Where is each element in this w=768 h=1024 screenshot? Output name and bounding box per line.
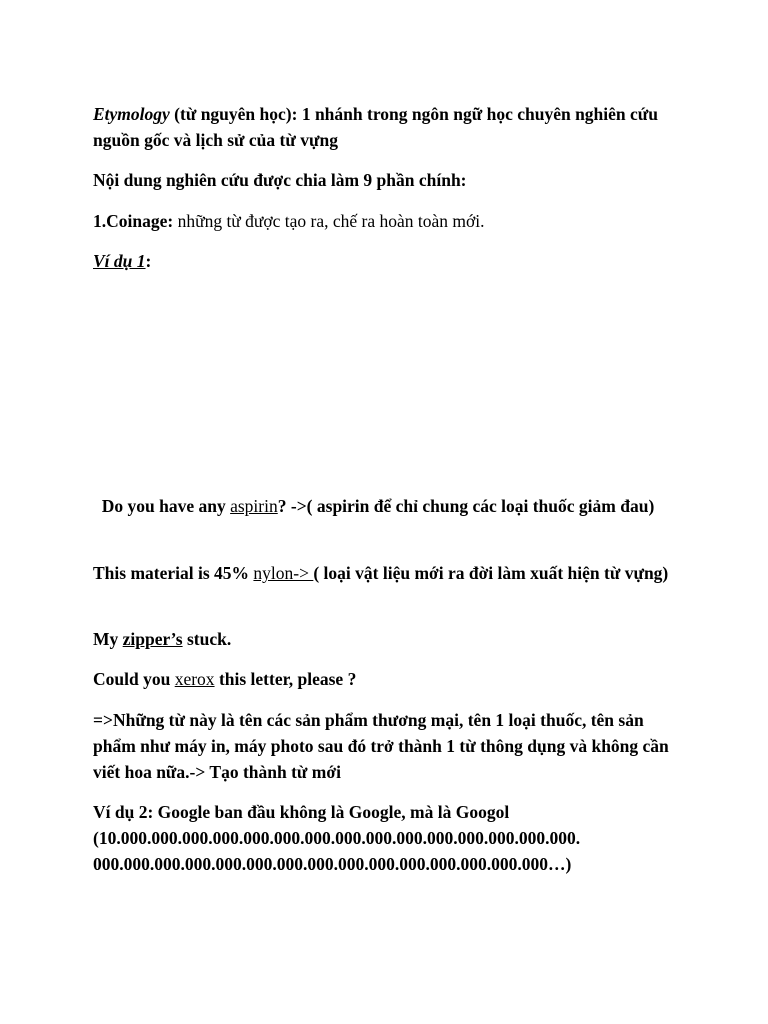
coinage-definition xyxy=(93,208,683,234)
aspirin-sentence-start: Do you have any xyxy=(93,496,231,516)
nylon-sentence xyxy=(93,560,683,586)
xerox-word: xerox xyxy=(174,669,215,689)
example-2-line-1: Ví dụ 2: Google ban đầu không là Google, mà là Googol xyxy=(93,802,510,822)
example-2-line-3: 000.000.000.000.000.000.000.000.000.000.000.000.000.000.000…) xyxy=(93,854,572,874)
etymology-term: Etymology xyxy=(93,104,170,124)
nylon-word: nylon-> xyxy=(253,563,314,583)
zipper-sentence-start: My xyxy=(93,629,123,649)
example-2-line-2: (10.000.000.000.000.000.000.000.000.000.000.000.000.000.000.000. xyxy=(93,828,581,848)
etymology-definition xyxy=(93,101,683,153)
example-1-label: Ví dụ 1 xyxy=(93,251,146,271)
xerox-sentence-end: this letter, please ? xyxy=(214,669,357,689)
xerox-sentence-start: Could you xyxy=(93,669,175,689)
coinage-description: những từ được tạo ra, chế ra hoàn toàn mới. xyxy=(173,211,485,231)
zipper-word: zipper’s xyxy=(122,629,183,649)
conclusion-paragraph: =>Những từ này là tên các sản phẩm thương mại, tên 1 loại thuốc, tên sản phẩm như máy in, máy photo sau đó trở thành 1 từ thông dụng và không cần viết hoa nữa.-> Tạo thành từ mới xyxy=(93,710,669,782)
example-1-colon: : xyxy=(145,251,152,271)
zipper-sentence-end: stuck. xyxy=(182,629,232,649)
aspirin-word: aspirin xyxy=(230,496,278,516)
aspirin-sentence xyxy=(93,493,683,519)
nylon-sentence-end: ( loại vật liệu mới ra đời làm xuất hiện từ vựng) xyxy=(313,563,669,583)
aspirin-sentence-end: ? ->( aspirin để chỉ chung các loại thuốc giảm đau) xyxy=(277,496,655,516)
etymology-gloss: (từ nguyên học): 1 nhánh trong ngôn ngữ học chuyên nghiên cứu nguồn gốc và lịch sử của từ vựng xyxy=(93,104,659,150)
xerox-sentence xyxy=(93,666,683,692)
example-2-paragraph xyxy=(93,799,693,877)
zipper-sentence xyxy=(93,626,683,652)
content-heading: Nội dung nghiên cứu được chia làm 9 phần chính: xyxy=(93,170,467,190)
coinage-label: 1.Coinage: xyxy=(93,211,174,231)
nylon-sentence-start: This material is 45% xyxy=(93,563,254,583)
example-1-heading xyxy=(93,248,683,274)
